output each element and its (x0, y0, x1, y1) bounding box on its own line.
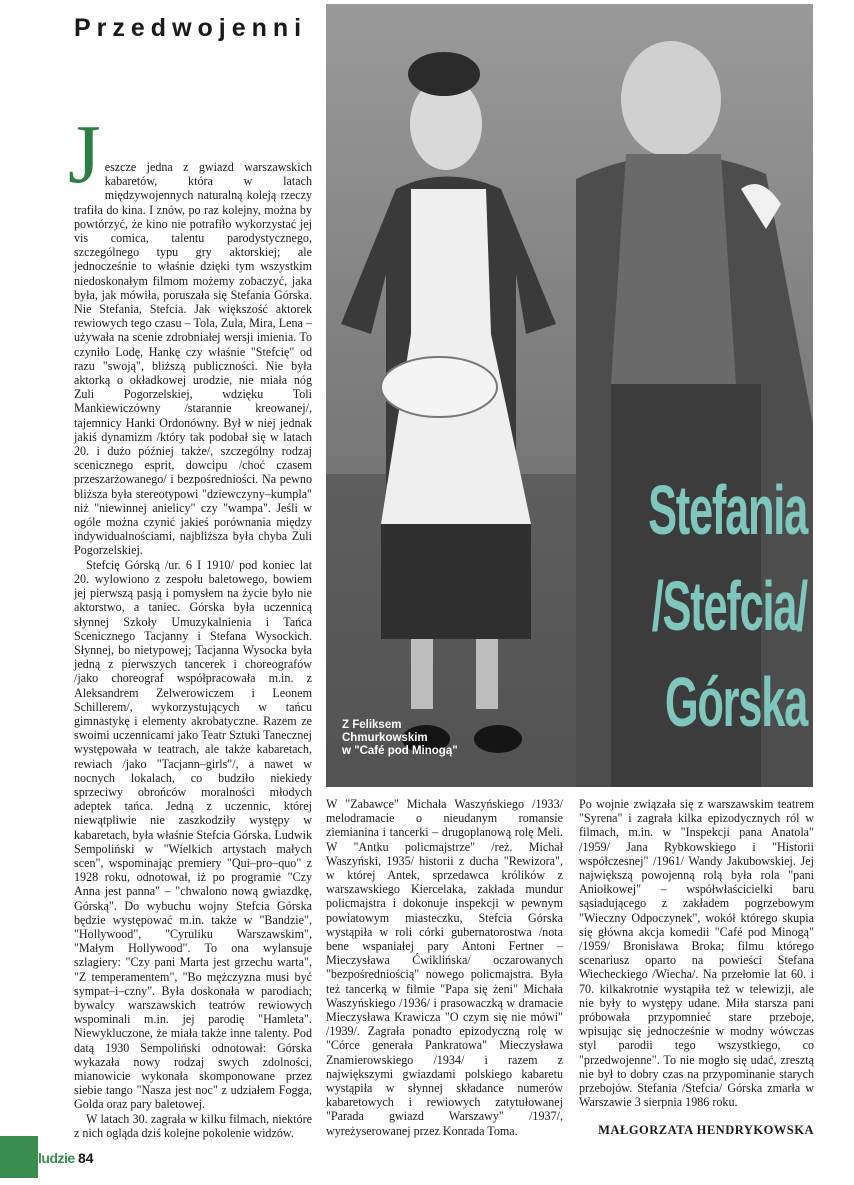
paragraph: W "Zabawce" Michała Waszyńskiego /1933/ melodramacie o nieudanym romansie ziemianina i tancerki – drugoplanową rolę Meli. W "Antku policmajstrze" /reż. Michał Waszyński, 1935/ historii z ducha "Rewizora", w której Antek, sprzedawca królików z warszawskiego Kiercelaka, zakłada mundur policmajstra i dokonuje inspekcji w pewnym powiatowym miasteczku, Stefcia Górska wystąpiła w roli córki gubernatorostwa /nota bene wspaniałej pary Antoni Fertner – Mieczysława Ćwiklińska/ oczarowanych "bezpośredniością" nowego policmajstra. Była też tancerką w filmie "Papa się żeni" Michała Waszyńskiego /1936/ i prasowaczką w dramacie Mieczysława Krawicza "O czym się nie mówi" /1939/. Zagrała ponadto epizodyczną rolę w "Córce generała Pankratowa" Mieczysława Znamierowskiego /1934/ i razem z największymi gwiazdami polskiego kabaretu wystąpiła w słynnej składance numerów kabaretowych i rewiowych zatytułowanej "Parada gwiazd Warszawy" /1937/, wyreżyserowanej przez Konrada Toma. (326, 797, 563, 1138)
author-byline: MAŁGORZATA HENDRYKOWSKA (598, 1123, 814, 1137)
paragraph: Stefcię Górską /ur. 6 I 1910/ pod koniec lat 20. wylowiono z zespołu baletowego, bowiem jej pierwszą pasją i pomysłem na życie było nie aktorstwo, a taniec. Górska była uczennicą słynnej Szkoły Umuzykalnienia i Tańca Scenicznego Tacjanny i Stefana Wysockich. Słynnej, bo nietypowej; Tacjanna Wysocka była jedną z pierwszych tancerek i choreografów /jako choreograf współpracowała m.in. z Aleksandrem Zelwerowiczem i Leonem Schillerem/, wykorzystujących w tańcu gimnastykę i elementy akrobatyczne. Razem ze swoimi uczennicami jako Teatr Sztuki Tanecznej występowała w teatrach, ale także kabaretach, rewiach /jako "Tacjann–girls"/, a nawet w nocnych lokalach, co budziło niekiedy sprzeciwy obrońców moralności młodych adeptek tańca. Jedną z uczennic, której niewątpliwie nie zaszkodziły występy w kabaretach, była właśnie Stefcia Górska. Ludwik Sempoliński w "Wielkich artystach małych scen", wspominając premiery "Qui–pro–quo" z 1928 roku, odnotował, iż po programie "Czy Anna jest panna" – "chwalono nową gwiazdkę, Górską". Do wybuchu wojny Stefcia Górska będzie występować m.in. także w "Bandzie", "Hollywood", "Cyruliku Warszawskim", "Małym Hollywood". To ona wylansuje szlagiery: "Czy pani Marta jest grzechu warta", "Z temperamentem", "Bo mężczyzna musi być sympat–i–czny". Była doskonała w parodiach; bywalcy warszawskich teatrów rewiowych wspominali m.in. jej parodię "Hamleta". Niewykluczone, że miała także inne talenty. Pod datą 1930 Sempoliński odnotował: Górska wykazała nowy rodzaj swych zdolności, mianowicie wykonała skomponowane przez siebie tango "Nasza jest noc" z udziałem Fogga, Golda oraz pary baletowej. (74, 557, 312, 1112)
article-column-1 (68, 108, 312, 1142)
headline-line: /Stefcia/ (651, 567, 807, 645)
drop-cap: J (68, 108, 101, 201)
page-number: 84 (78, 1150, 94, 1166)
paragraph: Po wojnie związała się z warszawskim teatrem "Syrena" i zagrała kilka epizodycznych ról w filmach, m.in. w "Inspekcji pana Anatola" /1959/ Jana Rybkowskiego i "Historii współczesnej" /1961/ Wandy Jakubowskiej. Jej największą powojenną rolą była rola "pani Aniołkowej" – współwłaścicielki baru sąsiadującego z zakładem pogrzebowym "Wieczny Odpoczynek", wokół którego skupia się główna akcja komedii "Café pod Minogą" /1959/ Bronisława Broka; filmu którego scenariusz oparto na powieści Stefana Wiecheckiego /Wiecha/. Na przełomie lat 60. i 70. kilkakrotnie wystąpiła też w telewizji, ale nie były to występy udane. Miła starsza pani próbowała przypomnieć stare przeboje, wpisując się jednocześnie w modny wówczas styl parodii tego wszystkiego, co "przedwojenne". To nie mogło się udać, zresztą nie był to dobry czas na przypominanie starych przebojów. Stefania /Stefcia/ Górska zmarła w Warszawie 3 sierpnia 1986 roku. (579, 797, 814, 1110)
section-title: Przedwojenni (74, 14, 308, 42)
magazine-brand: ludzie (38, 1150, 75, 1166)
paragraph: eszcze jedna z gwiazd warszawskich kabaretów, która w latach międzywojennych naturalną koleją rzeczy trafiła do kina. I znów, po raz kolejny, można by powtórzyć, że kino nie potrafiło wykorzystać jej vis comica, talentu parodystycznego, szczególnego typu gry aktorskiej; ale jednocześnie to właśnie dzięki tym wszystkim niedoskonałym filmom możemy zobaczyć, jaka była, jak mówiła, poruszała się Stefania Górska. Nie Stefania, Stefcia. Jak większość aktorek rewiowych tego czasu – Tola, Zula, Mira, Lena – używała na scenie zdrobniałej wersji imienia. To czyniło Lodę, Hankę czy właśnie "Stefcię" od razu "swoją", bliższą publiczności. Nie była aktorką o okładkowej urodzie, nie miała nóg Zuli Pogorzelskiej, wdzięku Toli Mankiewiczówny /starannie kreowanej/, tajemnicy Hanki Ordonówny. Był w niej jednak jakiś dynamizm /który tak podobał się w latach 20. i dużo później także/, szczególny rodzaj scenicznego esprit, dowcipu /choć czasem przeszarżowanego/ i bezpośredniości. Na pewno bliższa była stereotypowi "dziewczyny–kumpla" niż "niewinnej anielicy" czy "wampa". Jeśli w ogóle można czynić jakieś porównania między indywidualnościami, najbliższa była chyba Zuli Pogorzelskiej. (74, 160, 312, 558)
article-column-2 (326, 797, 563, 1142)
article-column-3 (579, 797, 814, 1142)
photo-caption: Z Feliksem Chmurkowskim w "Café pod Minogą" (342, 719, 458, 757)
headline-line: Górska (664, 663, 807, 741)
paragraph: W latach 30. zagrała w kilku filmach, niektóre z nich ogląda dziś kolejne pokolenie widzów. (74, 1111, 312, 1140)
photo-still (326, 4, 813, 787)
headline (646, 462, 807, 750)
footer-color-tab (0, 1136, 38, 1178)
headline-line: Stefania (648, 471, 807, 549)
